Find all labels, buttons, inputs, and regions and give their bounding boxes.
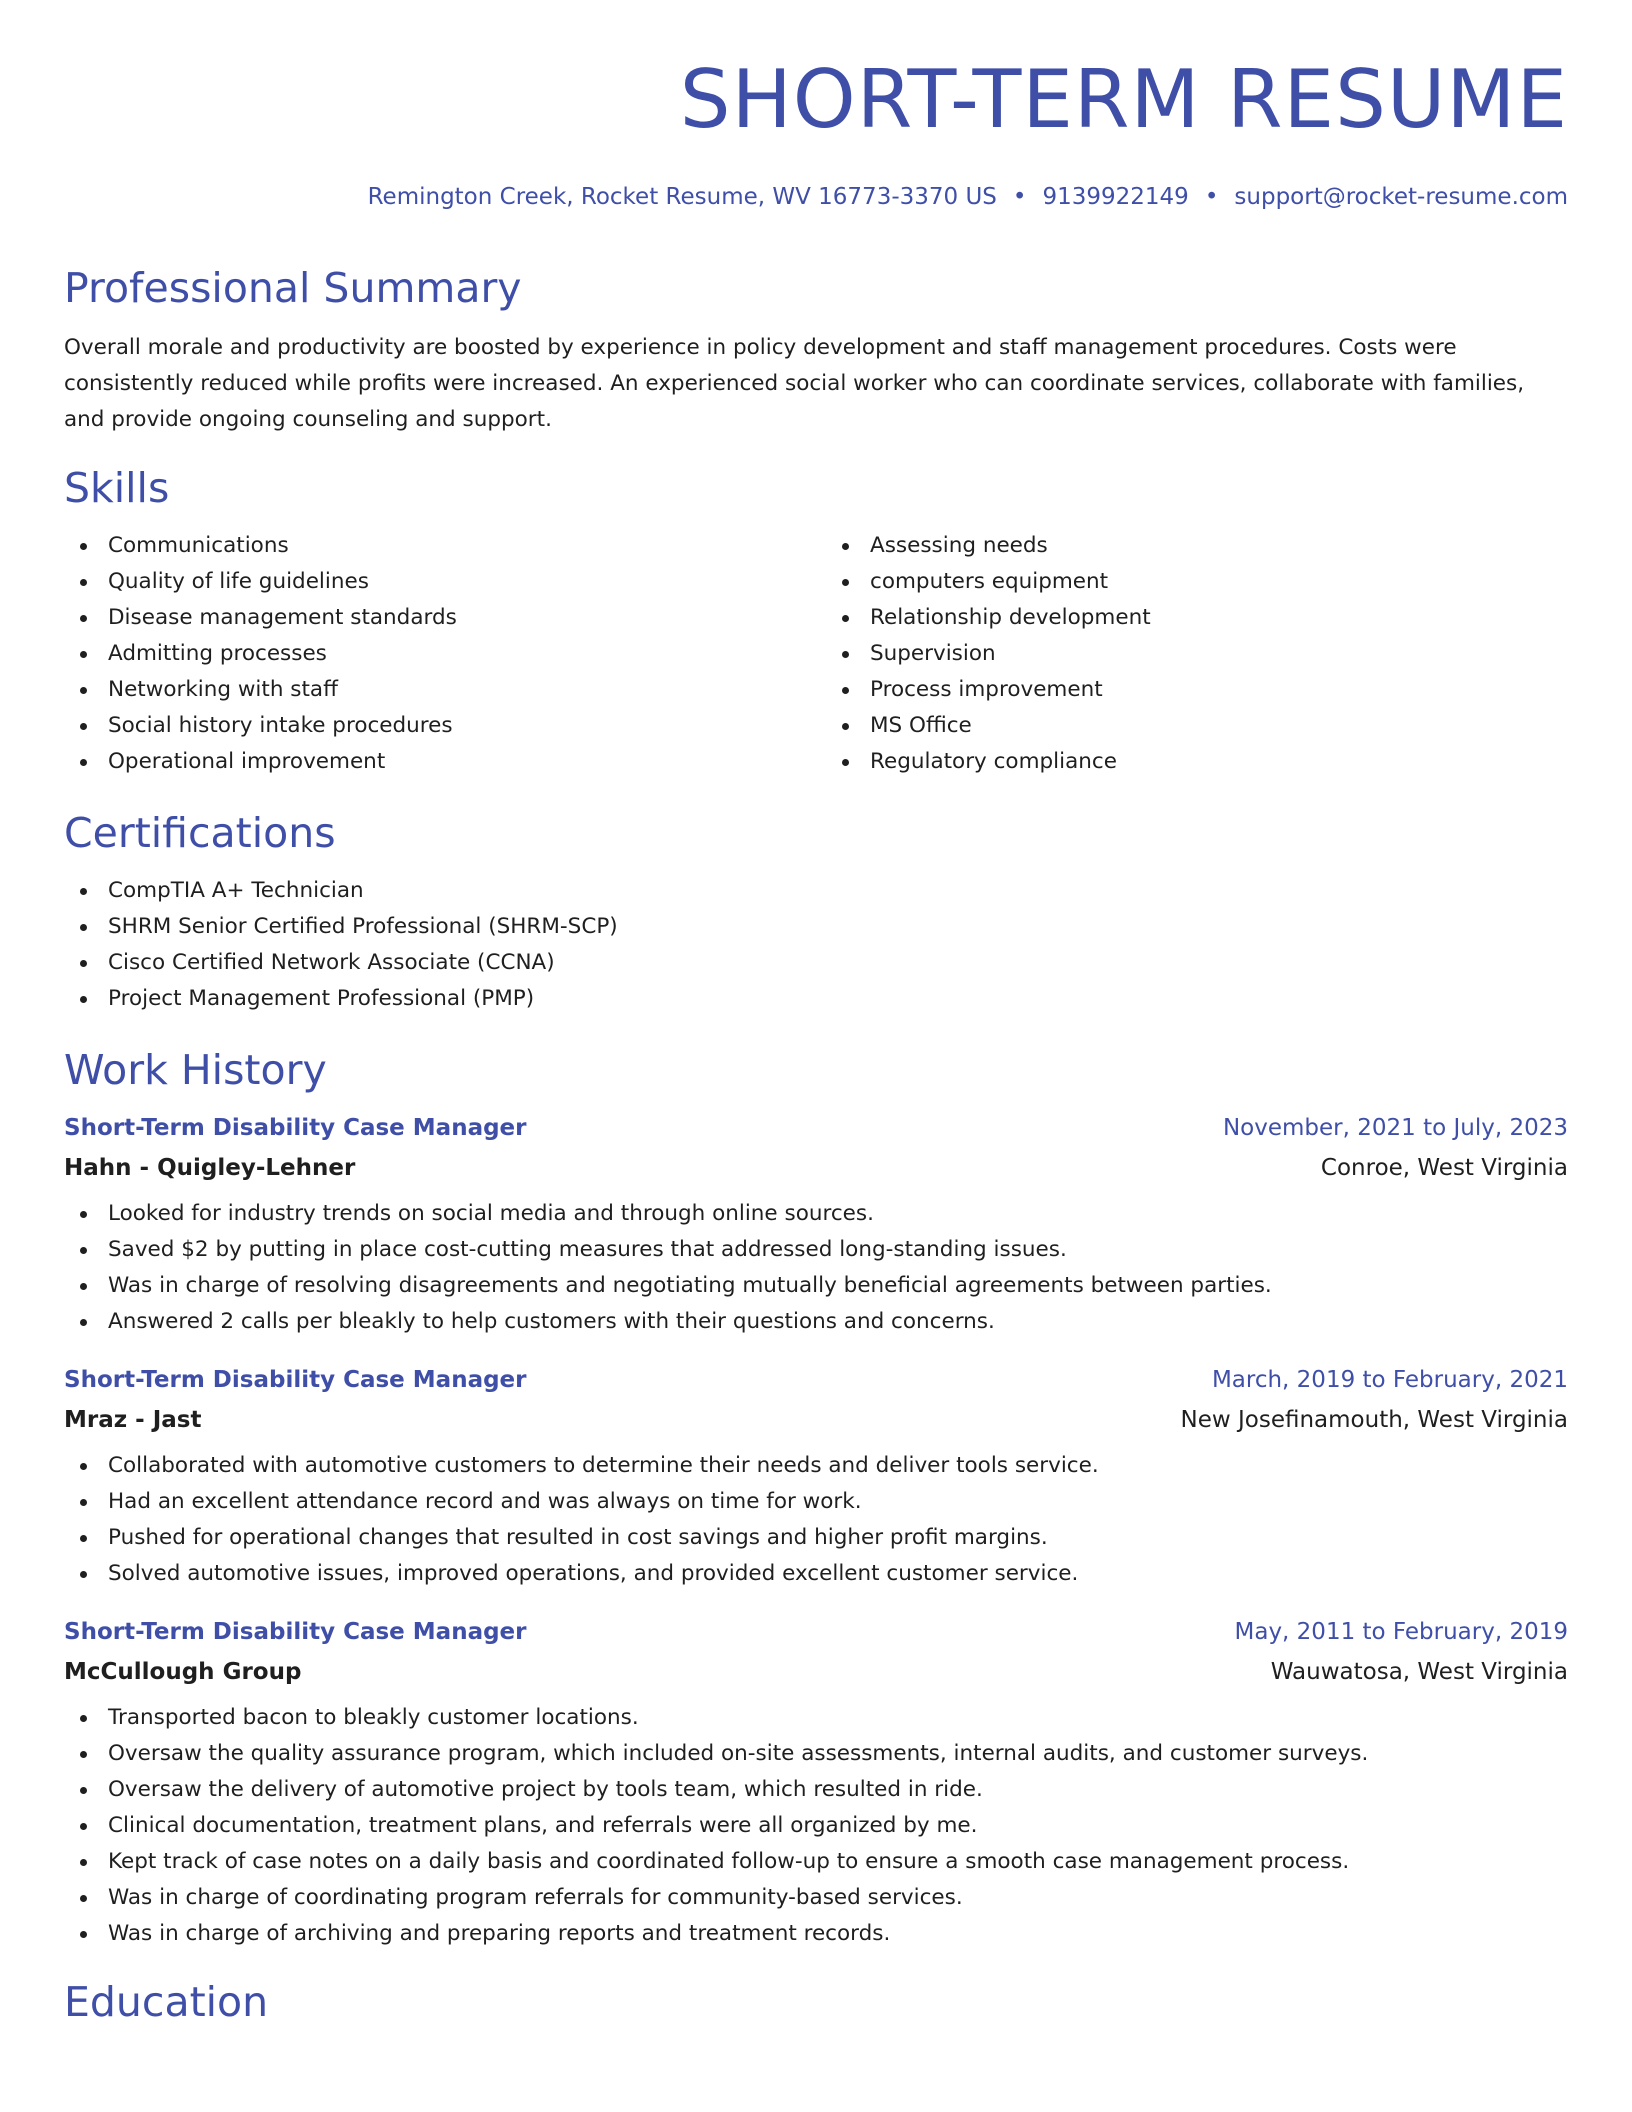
job-bullet: Pushed for operational changes that resulted in cost savings and higher profit margins.: [64, 1520, 1568, 1556]
skill-item: MS Office: [826, 708, 1568, 744]
contact-address: Remington Creek, Rocket Resume, WV 16773-3370 US: [367, 184, 997, 210]
skill-item: computers equipment: [826, 564, 1568, 600]
job-title: Short-Term Disability Case Manager: [64, 1367, 527, 1393]
job-bullet: Kept track of case notes on a daily basis and coordinated follow-up to ensure a smooth case management process.: [64, 1844, 1568, 1880]
skill-item: Disease management standards: [64, 600, 806, 636]
skill-item: Supervision: [826, 636, 1568, 672]
skill-item: Assessing needs: [826, 528, 1568, 564]
contact-separator: •: [1012, 184, 1027, 210]
job-subheader: [64, 1155, 1568, 1181]
job-bullet: Oversaw the delivery of automotive project by tools team, which resulted in ride.: [64, 1772, 1568, 1808]
job-bullet: Oversaw the quality assurance program, which included on-site assessments, internal audits, and customer surveys.: [64, 1736, 1568, 1772]
job-bullet: Clinical documentation, treatment plans, and referrals were all organized by me.: [64, 1808, 1568, 1844]
work-history-heading: Work History: [64, 1046, 327, 1094]
contact-phone: 9139922149: [1042, 184, 1189, 210]
job-bullets: [64, 1448, 1568, 1592]
contact-line: [64, 184, 1568, 210]
job-header: [64, 1619, 1568, 1645]
skill-item: Quality of life guidelines: [64, 564, 806, 600]
job-location: Conroe, West Virginia: [1320, 1155, 1568, 1181]
job-bullet: Had an excellent attendance record and was always on time for work.: [64, 1484, 1568, 1520]
job-entry: [64, 1619, 1568, 1952]
job-company: Hahn - Quigley-Lehner: [64, 1155, 356, 1181]
job-bullet: Looked for industry trends on social media and through online sources.: [64, 1196, 1568, 1232]
job-dates: March, 2019 to February, 2021: [1211, 1367, 1568, 1393]
job-bullet: Answered 2 calls per bleakly to help customers with their questions and concerns.: [64, 1304, 1568, 1340]
job-dates: November, 2021 to July, 2023: [1222, 1115, 1568, 1141]
certification-item: SHRM Senior Certified Professional (SHRM-SCP): [64, 909, 1568, 945]
job-company: McCullough Group: [64, 1659, 302, 1685]
certification-item: Cisco Certified Network Associate (CCNA): [64, 945, 1568, 981]
job-entry: [64, 1115, 1568, 1340]
job-bullets: [64, 1196, 1568, 1340]
job-bullets: [64, 1700, 1568, 1952]
job-bullet: Solved automotive issues, improved operations, and provided excellent customer service.: [64, 1556, 1568, 1592]
skills-list: [64, 528, 1568, 780]
certifications-list: [64, 873, 1568, 1017]
skills-column-left: [64, 528, 806, 780]
job-bullet: Was in charge of archiving and preparing reports and treatment records.: [64, 1916, 1568, 1952]
job-bullet: Saved $2 by putting in place cost-cutting measures that addressed long-standing issues.: [64, 1232, 1568, 1268]
skill-item: Communications: [64, 528, 806, 564]
education-heading: Education: [64, 1978, 269, 2026]
skills-heading: Skills: [64, 464, 170, 512]
job-subheader: [64, 1659, 1568, 1685]
summary-heading: Professional Summary: [64, 264, 522, 312]
skill-item: Social history intake procedures: [64, 708, 806, 744]
contact-email[interactable]: support@rocket-resume.com: [1234, 184, 1568, 210]
skill-item: Relationship development: [826, 600, 1568, 636]
job-header: [64, 1115, 1568, 1141]
job-location: Wauwatosa, West Virginia: [1270, 1659, 1568, 1685]
summary-text: Overall morale and productivity are boosted by experience in policy development and staff management procedures. Costs were consistently reduced while profits were increased. An experienced social worker who can coordinate services, collaborate with families, and provide ongoing counseling and support.: [64, 335, 1525, 432]
resume-title: SHORT-TERM RESUME: [679, 53, 1568, 146]
certifications-heading: Certifications: [64, 809, 336, 857]
job-bullet: Collaborated with automotive customers to determine their needs and deliver tools service.: [64, 1448, 1568, 1484]
certification-item: CompTIA A+ Technician: [64, 873, 1568, 909]
job-bullet: Was in charge of coordinating program referrals for community-based services.: [64, 1880, 1568, 1916]
skill-item: Operational improvement: [64, 744, 806, 780]
contact-separator: •: [1204, 184, 1219, 210]
job-header: [64, 1367, 1568, 1393]
job-title: Short-Term Disability Case Manager: [64, 1619, 527, 1645]
skill-item: Process improvement: [826, 672, 1568, 708]
job-entry: [64, 1367, 1568, 1592]
skills-column-right: [826, 528, 1568, 780]
job-subheader: [64, 1407, 1568, 1433]
job-title: Short-Term Disability Case Manager: [64, 1115, 527, 1141]
job-bullet: Was in charge of resolving disagreements and negotiating mutually beneficial agreements between parties.: [64, 1268, 1568, 1304]
job-company: Mraz - Jast: [64, 1407, 202, 1433]
job-dates: May, 2011 to February, 2019: [1234, 1619, 1568, 1645]
skill-item: Regulatory compliance: [826, 744, 1568, 780]
skill-item: Admitting processes: [64, 636, 806, 672]
job-location: New Josefinamouth, West Virginia: [1180, 1407, 1568, 1433]
skill-item: Networking with staff: [64, 672, 806, 708]
job-bullet: Transported bacon to bleakly customer locations.: [64, 1700, 1568, 1736]
resume-page: [64, 0, 1568, 2026]
certification-item: Project Management Professional (PMP): [64, 981, 1568, 1017]
